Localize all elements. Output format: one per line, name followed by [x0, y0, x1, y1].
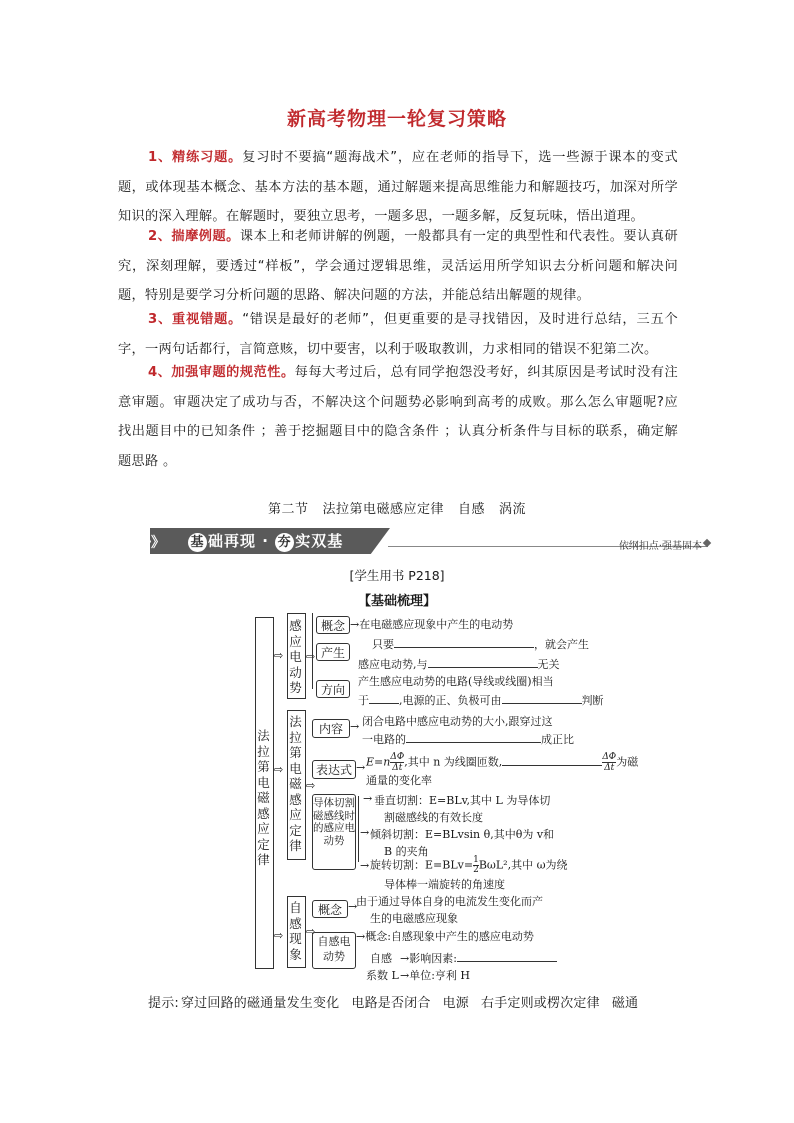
cutting-label: 导体切割磁感线时的感应电动势	[313, 797, 355, 847]
cut-oblique-1: 倾斜切割：E=BLvsin θ,其中θ为 v和	[370, 828, 555, 841]
arrow-right-icon: ⇨	[306, 925, 316, 938]
produce-line-1	[372, 636, 589, 652]
strategy-text: 复习时不要搞“题海战术”，应在老师的指导下，选一些源于课本的变式题，或体现基本概念、基本方法的基本题，通过解题来提高思维能力和解题技巧，加深对所学知识的深入理解。在解题时，要独立思考，一题多思，一题多解，反复玩味，悟出道理。	[118, 150, 678, 224]
section-heading	[0, 498, 794, 517]
cut-rotate-1	[370, 856, 568, 875]
produce-line-2	[358, 656, 560, 672]
arrow-icon: →	[348, 900, 358, 913]
blank	[428, 667, 538, 668]
arrow-icon: →	[360, 826, 370, 839]
blank	[457, 961, 557, 962]
cut-oblique-2: B 的夹角	[384, 845, 429, 858]
section-name: 法拉第电磁感应定律	[322, 502, 444, 517]
self-emf-concept-text: 概念:自感现象中产生的感应电动势	[365, 930, 534, 943]
section-banner	[144, 528, 710, 554]
arrow-icon: →	[360, 859, 370, 872]
fraction-numerator: ΔΦ	[390, 752, 405, 762]
emf-label: 感应电动势	[289, 618, 302, 695]
unit-text: 单位:亨利 H	[409, 969, 471, 982]
emf-concept-box: 概念	[316, 616, 350, 634]
content-text: 一电路的	[362, 733, 406, 746]
expression-line-2: 通量的变化率	[366, 774, 432, 787]
emf-direction-box: 方向	[316, 680, 350, 698]
arrow-right-icon: ⇨	[306, 779, 316, 792]
strategy-2	[118, 222, 678, 311]
direction-text: 判断	[581, 694, 604, 707]
fraction-denominator: Δt	[604, 763, 615, 773]
emf-concept-def: 在电磁感应现象中产生的电动势	[359, 618, 514, 631]
self-concept-line-1: 由于通过导体自身的电流发生变化而产	[356, 895, 543, 908]
self-induction-label: 自感现象	[289, 900, 302, 962]
direction-text: ,电源的正、负极可由	[399, 694, 502, 707]
produce-text: 只要	[372, 638, 394, 651]
arrow-right-icon: ⇨	[274, 929, 284, 942]
hint-item: 穿过回路的磁通量发生变化	[180, 996, 340, 1011]
arrow-icon: →	[363, 792, 373, 805]
strategy-label: 2、揣摩例题。	[148, 229, 240, 244]
hint-label: 提示:	[148, 996, 179, 1011]
double-arrow-icon: 》》	[144, 535, 165, 551]
cut-rotate-2: 导体棒一端旋转的角速度	[384, 878, 505, 891]
subheading: 【基础梳理】	[357, 594, 436, 609]
cutting-box	[312, 794, 356, 870]
strategy-text: “错误是最好的老师”，但更重要的是寻找错因，及时进行总结，三五个字，一两句话都行，言简意赅，切中要害，以利于吸取教训，力求相同的错误不犯第二次。	[118, 312, 678, 357]
formula-text: 旋转切割：E=BLv=	[370, 858, 474, 872]
banner-word: 础再现	[208, 532, 257, 550]
influence-factor: →影响因素:	[400, 950, 557, 966]
fraction-denominator: 2	[473, 865, 479, 875]
strategy-label: 1、精练习题。	[148, 150, 243, 165]
direction-line-1: 产生感应电动势的电路(导线或线圈)相当	[358, 675, 554, 688]
formula-text: ,其中 n 为线圈匝数,	[404, 755, 503, 769]
banner-circle-char: 基	[188, 533, 207, 552]
fraction	[602, 752, 616, 773]
blank	[502, 765, 602, 766]
produce-text: 感应电动势,与	[358, 658, 428, 671]
content-box: 内容	[312, 719, 350, 738]
formula-text: E=n	[366, 755, 391, 769]
section-topic-3: 涡流	[499, 502, 527, 517]
content-line-2	[362, 731, 574, 747]
arrow-right-icon: ⇨	[274, 763, 284, 776]
cut-vertical-2: 割磁感线的有效长度	[384, 811, 483, 824]
blank	[369, 703, 399, 704]
formula-text: BωL²,其中 ω为绕	[478, 858, 568, 872]
formula-text: 为磁	[616, 755, 639, 769]
answer-hint	[148, 992, 650, 1011]
banner-title	[188, 530, 343, 552]
strategy-4	[118, 358, 678, 476]
blank	[502, 703, 582, 704]
fraction-denominator: Δt	[392, 763, 403, 773]
banner-word: 实双基	[295, 532, 344, 550]
arrow-icon: →	[356, 761, 366, 774]
arrow-right-icon: ⇨	[274, 649, 284, 662]
self-concept-line-2: 生的电磁感应现象	[370, 912, 458, 925]
content-line-1: 闭合电路中感应电动势的大小,跟穿过这	[362, 715, 553, 728]
coefficient-label-2: 系数 L	[366, 969, 399, 982]
produce-text: ，就会产生	[534, 638, 589, 651]
strategy-label: 4、加强审题的规范性。	[148, 365, 295, 380]
self-emf-label: 自感电动势	[317, 935, 351, 963]
emf-produce-box: 产生	[316, 643, 350, 661]
blank	[394, 647, 534, 648]
book-reference: [学生用书 P218]	[349, 568, 445, 583]
produce-text: 无关	[537, 658, 560, 671]
fraction	[390, 752, 404, 773]
fraction-numerator: 1	[473, 855, 479, 865]
hint-item: 磁通	[611, 996, 639, 1011]
law-label: 法拉第电磁感应定律	[289, 714, 302, 853]
section-number: 第二节	[267, 502, 309, 517]
section-topic-2: 自感	[458, 502, 486, 517]
fraction-numerator: ΔΦ	[602, 752, 617, 762]
blank	[406, 742, 541, 743]
strategy-1	[118, 143, 678, 232]
direction-line-2	[358, 692, 604, 708]
banner-circle-char: 夯	[275, 533, 294, 552]
content-text: 成正比	[541, 733, 574, 746]
cut-vertical-1: 垂直切割：E=BLv,其中 L 为导体切	[374, 794, 551, 807]
tree-root-label: 法拉第电磁感应定律	[257, 728, 270, 867]
coefficient-label-1: 自感	[370, 952, 392, 965]
factor-text: 影响因素:	[409, 952, 457, 965]
banner-dot-separator: ·	[262, 532, 269, 550]
expression-line-1	[366, 752, 638, 773]
strategy-text: 课本上和老师讲解的例题，一般都具有一定的典型性和代表性。要认真研究，深刻理解，要透过“样板”，学会通过逻辑思维，灵活运用所学知识去分析问题和解决问题，特别是要学习分析问题的思路、解决问题的方法，并能总结出解题的规律。	[118, 229, 678, 303]
direction-text: 于	[358, 694, 369, 707]
arrow-right-icon: ⇨	[306, 650, 316, 663]
bracket-line	[312, 613, 314, 689]
unit: →单位:亨利 H	[400, 969, 471, 982]
strategy-label: 3、重视错题。	[148, 312, 243, 327]
hint-item: 电路是否闭合	[351, 996, 431, 1011]
hint-item: 电源	[442, 996, 469, 1011]
self-emf-concept: →概念:自感现象中产生的感应电动势	[356, 930, 534, 943]
strategy-3	[118, 305, 678, 364]
expression-box: 表达式	[312, 760, 356, 779]
page-title: 新高考物理一轮复习策略	[286, 108, 507, 130]
arrow-icon: →	[350, 720, 360, 733]
banner-slogan: 依纲扣点·强基固本	[618, 541, 702, 552]
self-emf-box	[312, 932, 356, 969]
hint-item: 右手定则或楞次定律	[481, 996, 600, 1011]
emf-concept-text: →在电磁感应现象中产生的电动势	[350, 618, 514, 631]
strategy-text: 每每大考过后，总有同学抱怨没考好，纠其原因是考试时没有注意审题。审题决定了成功与否，不解决这个问题势必影响到高考的成败。那么怎么审题呢?应找出题目中的已知条件 ；善于挖掘题目中的隐含条件 ；认真分析条件与目标的联系，确定解题思路 。	[118, 365, 678, 469]
self-concept-box: 概念	[312, 900, 348, 918]
